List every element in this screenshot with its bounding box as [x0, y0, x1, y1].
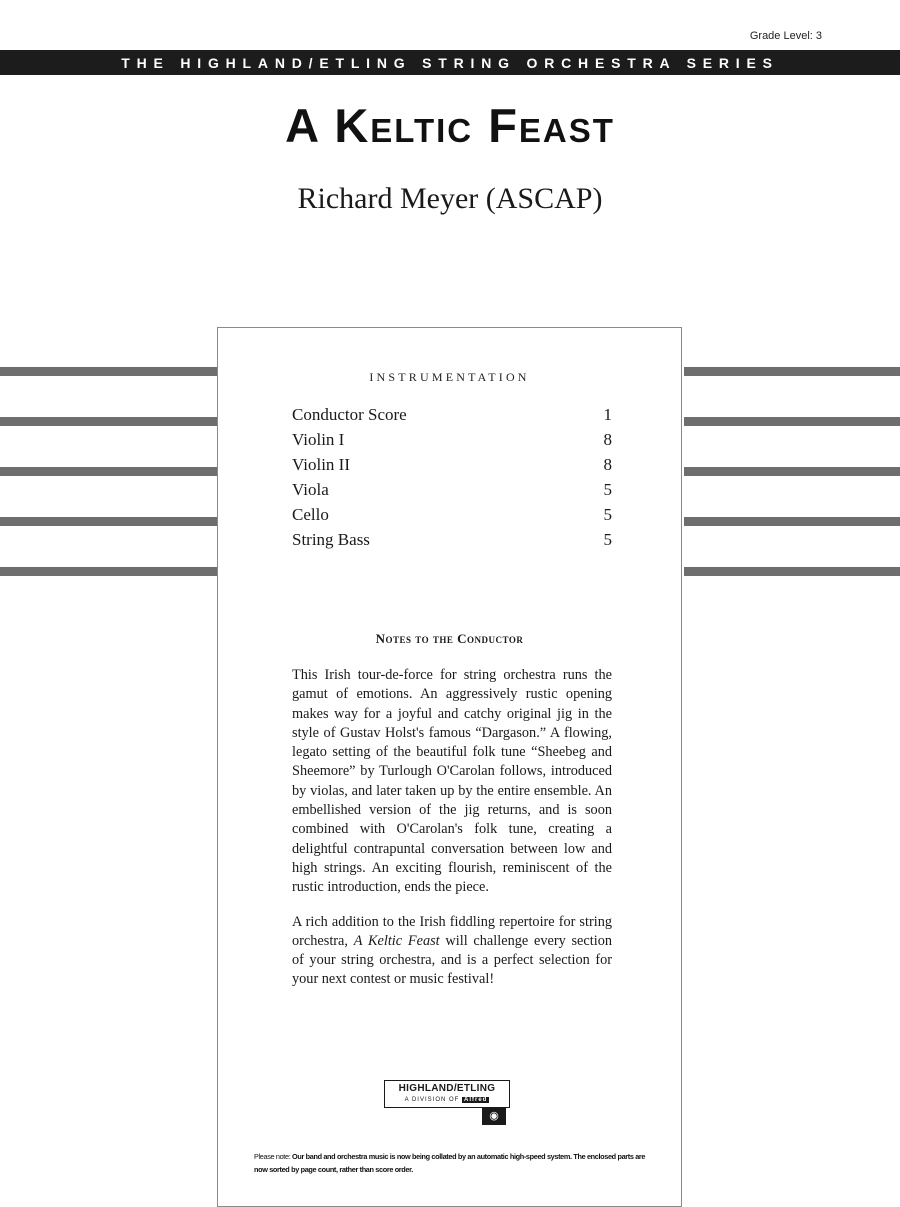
instrument-row: [292, 527, 612, 552]
notes-title-italic: A Keltic Feast: [353, 932, 440, 949]
notes-heading: Notes to the Conductor: [375, 631, 524, 646]
grade-level: Grade Level: 3: [749, 30, 822, 42]
instrument-count: 8: [603, 430, 612, 449]
instrument-name: Violin I: [292, 430, 345, 449]
staff-line: [684, 367, 900, 376]
instrument-name: Conductor Score: [292, 405, 407, 424]
staff-line: [0, 467, 217, 476]
staff-line: [684, 417, 900, 426]
instrument-name: Violin II: [292, 455, 350, 474]
staff-line: [684, 517, 900, 526]
footnote-text: Our band and orchestra music is now being collated by an automatic high-speed system. The enclosed parts are now sorted by page count, rather than score order.: [254, 1152, 646, 1174]
publisher-logo: [384, 1080, 512, 1126]
instrument-name: Viola: [292, 480, 329, 499]
staff-line: [684, 567, 900, 576]
instrument-row: [292, 477, 612, 502]
division-label: A DIVISION OF: [404, 1097, 460, 1103]
instrument-count: 5: [603, 530, 612, 549]
instrumentation-list: [292, 402, 612, 552]
staff-line: [684, 467, 900, 476]
instrument-count: 8: [603, 455, 612, 474]
instrument-row: [292, 402, 612, 427]
notes-body: [292, 666, 612, 1005]
notes-text: will challenge every section of your string orchestra, and is a perfect selection for your next contest or music festival!: [292, 932, 612, 988]
publisher-division: [385, 1095, 509, 1105]
piece-title: A Keltic Feast: [285, 99, 615, 152]
notes-paragraph: [292, 913, 612, 990]
instrument-row: [292, 452, 612, 477]
instrument-name: Cello: [292, 505, 329, 524]
instrument-count: 5: [603, 505, 612, 524]
instrument-count: 5: [603, 480, 612, 499]
staff-line: [0, 567, 217, 576]
staff-line: [0, 517, 217, 526]
parent-publisher: Alfred: [464, 1097, 488, 1103]
publisher-name: HIGHLAND/ETLING: [398, 1083, 496, 1094]
staff-line: [0, 367, 217, 376]
notes-text: A rich addition to the Irish fiddling repertoire for string orchestra,: [292, 913, 612, 949]
instrumentation-heading: INSTRUMENTATION: [369, 370, 530, 384]
instrument-row: [292, 502, 612, 527]
alfred-logo-icon: ◉: [482, 1108, 506, 1125]
notes-paragraph: This Irish tour-de-force for string orchestra runs the gamut of emotions. An aggressively rustic opening makes way for a joyful and catchy original jig in the style of Gustav Holst's famous “Dargason.” A flowing, legato setting of the beautiful folk tune “Sheebeg and Sheemore” by Turlough O'Carolan follows, introduced by violas, and later taken up by the entire ensemble. An embellished version of the jig returns, and is soon combined with O'Carolan's folk tune, creating a delightful contrapuntal conversation between low and high strings. An exciting flourish, reminiscent of the rustic introduction, ends the piece.: [292, 667, 612, 896]
staff-line: [0, 417, 217, 426]
info-panel: [217, 327, 682, 1207]
instrument-row: [292, 427, 612, 452]
footnote-lead: Please note:: [254, 1152, 293, 1161]
publisher-logo-box: [384, 1080, 510, 1108]
instrument-count: 1: [603, 405, 612, 424]
series-banner: THE HIGHLAND/ETLING STRING ORCHESTRA SERIES: [0, 50, 900, 75]
instrument-name: String Bass: [292, 530, 370, 549]
composer: Richard Meyer (ASCAP): [297, 182, 603, 215]
footnote: [254, 1150, 654, 1176]
